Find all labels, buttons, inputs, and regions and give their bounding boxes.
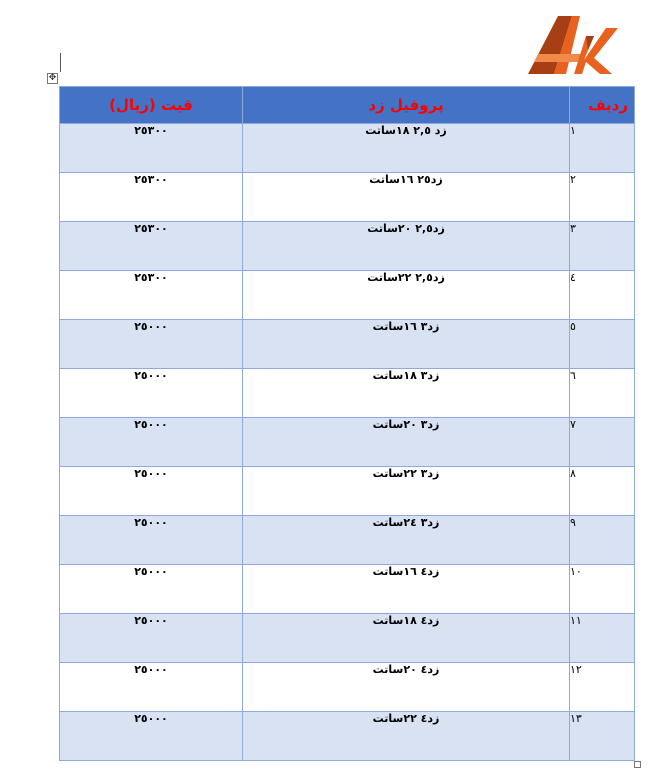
header-profile: پروفیل زد [243, 87, 570, 124]
price-cell[interactable]: ٢٥٣٠٠ [60, 124, 243, 173]
price-cell[interactable]: ٢٥٠٠٠ [60, 614, 243, 663]
price-cell[interactable]: ٢٥٣٠٠ [60, 173, 243, 222]
profile-cell[interactable]: زد٢٥ ١٦ساتت [243, 173, 570, 222]
table-row [60, 320, 635, 369]
table-row [60, 467, 635, 516]
table-resize-handle[interactable] [634, 761, 641, 768]
price-cell[interactable]: ٢٥٠٠٠ [60, 320, 243, 369]
table-row [60, 222, 635, 271]
profile-cell[interactable]: زد٤ ١٨ساتت [243, 614, 570, 663]
table-row [60, 124, 635, 173]
table-header-row [60, 87, 635, 124]
profile-cell[interactable]: زد٣ ١٦ساتت [243, 320, 570, 369]
price-cell[interactable]: ٢٥٠٠٠ [60, 418, 243, 467]
price-cell[interactable]: ٢٥٣٠٠ [60, 271, 243, 320]
row-number-cell[interactable]: ٨ [570, 467, 635, 516]
row-number-cell[interactable]: ٥ [570, 320, 635, 369]
row-number-cell[interactable]: ٢ [570, 173, 635, 222]
row-number-cell[interactable]: ٩ [570, 516, 635, 565]
header-price: قیت (ریال) [60, 87, 243, 124]
price-cell[interactable]: ٢٥٠٠٠ [60, 565, 243, 614]
price-cell[interactable]: ٢٥٠٠٠ [60, 516, 243, 565]
price-cell[interactable]: ٢٥٠٠٠ [60, 712, 243, 761]
table-row [60, 173, 635, 222]
table-row [60, 516, 635, 565]
profile-cell[interactable]: زد٢,٥ ٢٠ساتت [243, 222, 570, 271]
header-row-number: ردیف [570, 87, 635, 124]
row-number-cell[interactable]: ١١ [570, 614, 635, 663]
profile-cell[interactable]: زد٣ ٢٠ساتت [243, 418, 570, 467]
company-logo [524, 10, 620, 78]
profile-cell[interactable]: زد٣ ١٨ساتت [243, 369, 570, 418]
profile-cell[interactable]: زد٢,٥ ٢٢ساتت [243, 271, 570, 320]
profile-cell[interactable]: زد٣ ٢٤ساتت [243, 516, 570, 565]
table-row [60, 712, 635, 761]
row-number-cell[interactable]: ١٣ [570, 712, 635, 761]
profile-cell[interactable]: زد٣ ٢٢ساتت [243, 467, 570, 516]
row-number-cell[interactable]: ١٢ [570, 663, 635, 712]
row-number-cell[interactable]: ٤ [570, 271, 635, 320]
price-cell[interactable]: ٢٥٣٠٠ [60, 222, 243, 271]
table-row [60, 663, 635, 712]
profile-cell[interactable]: زد٤ ٢٢ساتت [243, 712, 570, 761]
row-number-cell[interactable]: ٧ [570, 418, 635, 467]
table-row [60, 369, 635, 418]
table-row [60, 614, 635, 663]
price-table [59, 86, 635, 761]
table-move-handle-icon[interactable]: ✥ [48, 73, 57, 83]
profile-cell[interactable]: زد٤ ٢٠ساتت [243, 663, 570, 712]
profile-cell[interactable]: زد٤ ١٦ساتت [243, 565, 570, 614]
table-row [60, 271, 635, 320]
text-cursor [60, 53, 61, 72]
row-number-cell[interactable]: ١ [570, 124, 635, 173]
price-cell[interactable]: ٢٥٠٠٠ [60, 467, 243, 516]
row-number-cell[interactable]: ١٠ [570, 565, 635, 614]
row-number-cell[interactable]: ٦ [570, 369, 635, 418]
price-cell[interactable]: ٢٥٠٠٠ [60, 369, 243, 418]
row-number-cell[interactable]: ٣ [570, 222, 635, 271]
table-row [60, 565, 635, 614]
profile-cell[interactable]: زد ٢,٥ ١٨ساتت [243, 124, 570, 173]
table-row [60, 418, 635, 467]
price-cell[interactable]: ٢٥٠٠٠ [60, 663, 243, 712]
